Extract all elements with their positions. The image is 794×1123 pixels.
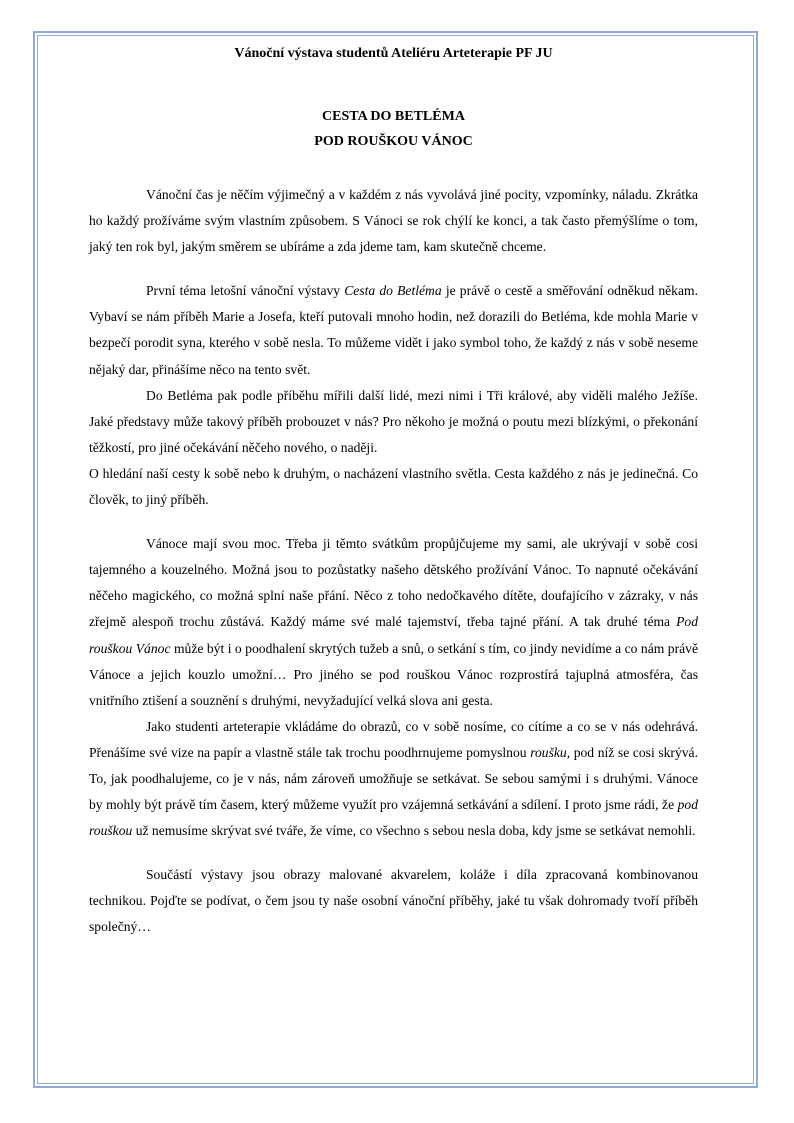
paragraph-5-post: může být i o poodhalení skrytých tužeb a snů, o setkání s tím, co jindy nevidíme a co nám právě Vánoce a jejich kouzlo umožní… Pro jiného se pod rouškou Vánoc rozprostírá tajuplná atmosféra, čas vnitřního ztišení a souznění s druhými, nevyžadující velká slova ani gesta. (89, 640, 698, 708)
italic-pod-rouskou: pod rouškou (89, 797, 698, 839)
document-header: Vánoční výstava studentů Ateliéru Arteterapie PF JU (234, 46, 553, 61)
exhibition-theme-2: Pod rouškou Vánoc (89, 614, 698, 656)
paragraph-6-pre: Jako studenti arteterapie vkládáme do obrazů, co v sobě nosíme, co cítíme a co se v nás odehrává. Přenášíme své vize na papír a vlastně stále tak trochu poodhrnujeme pomyslnou (89, 718, 698, 760)
paragraph-6-mid: , pod níž se cosi skrývá. To, jak poodhalujeme, co je v nás, nám zároveň umožňuje se setkávat. Se sebou samými i s druhými. Vánoce by mohly být právě tím časem, který můžeme využít pro vzájemná setkávání a sdílení. I proto jsme rádi, že (89, 744, 698, 813)
paragraph-3: Do Betléma pak podle příběhu mířili další lidé, mezi nimi i Tři králové, aby viděli malého Ježíše. Jaké představy může takový příběh probouzet v nás? Pro někoho je možná o poutu mezi blízkými, o překonání těžkostí, pro jiné očekávání něčeho nového, o naději. (89, 387, 698, 455)
title-line-2: POD ROUŠKOU VÁNOC (314, 134, 473, 149)
paragraph-7: Součástí výstavy jsou obrazy malované akvarelem, koláže i díla zpracovaná kombinovanou technikou. Pojďte se podívat, o čem jsou ty naše osobní vánoční příběhy, jaké tu však dohromady tvoří příběh společný… (89, 867, 698, 935)
paragraph-6 (89, 714, 698, 844)
document-content (89, 44, 698, 941)
paragraph-1: Vánoční čas je něčím výjimečný a v každém z nás vyvolává jiné pocity, vzpomínky, náladu. Zkrátka ho každý prožíváme svým vlastním způsobem. S Vánoci se rok chýlí ke konci, a tak často přemýšlíme o tom, jaký ten rok byl, jakým směrem se ubíráme a zda jdeme tam, kam skutečně chceme. (89, 187, 698, 255)
title-line-1: CESTA DO BETLÉMA (322, 109, 465, 124)
paragraph-6-post: už nemusíme skrývat své tváře, že víme, co všechno s sebou nesla doba, kdy jsme se setkávat nemohli. (132, 823, 696, 839)
paragraph-2-post: je právě o cestě a směřování odněkud někam. Vybaví se nám příběh Marie a Josefa, kteří putovali mnoho hodin, než dorazili do Betléma, kde mohla Marie v bezpečí porodit syna, kterého v sobě nesla. To můžeme vidět i jako symbol toho, že každý z nás v sobě neseme nějaký dar, přinášíme něco na tento svět. (89, 283, 698, 377)
paragraph-5-pre: Vánoce mají svou moc. Třeba ji těmto svátkům propůjčujeme my sami, ale ukrývají v sobě cosi tajemného a kouzelného. Možná jsou to pozůstatky našeho dětského prožívání Vánoc. To napnuté očekávání něčeho magického, co možná splní naše přání. Něco z toho nedočkavého dítěte, doufajícího v zázraky, v nás zřejmě alespoň trochu zůstává. Každý máme své malé tajemství, třeba tajné přání. A tak druhé téma (89, 536, 698, 630)
paragraph-5 (89, 531, 698, 714)
document-body (89, 182, 698, 941)
paragraph-2 (89, 278, 698, 382)
italic-rousku: roušku (530, 744, 567, 760)
exhibition-theme-1: Cesta do Betléma (344, 283, 442, 299)
document-title (89, 104, 698, 154)
paragraph-2-pre: První téma letošní vánoční výstavy (146, 283, 345, 299)
paragraph-4: O hledání naší cesty k sobě nebo k druhým, o nacházení vlastního světla. Cesta každého z nás je jedinečná. Co člověk, to jiný příběh. (89, 465, 698, 508)
